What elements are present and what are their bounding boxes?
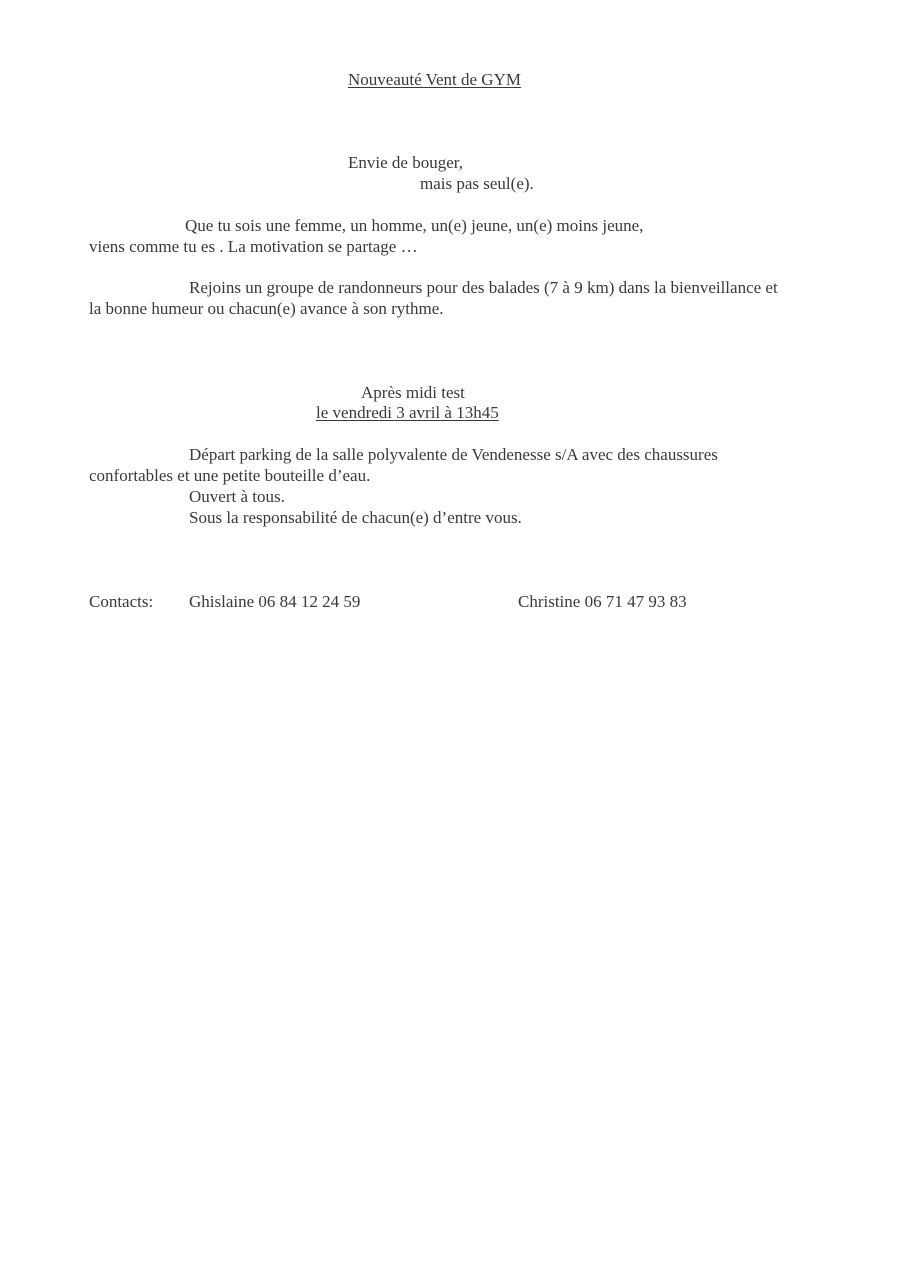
paragraph-2-line-1: Rejoins un groupe de randonneurs pour des balades (7 à 9 km) dans la bienveillance et [189, 278, 778, 297]
event-heading: Après midi test [361, 383, 465, 402]
intro-line-2: mais pas seul(e). [420, 174, 534, 193]
document-title: Nouveauté Vent de GYM [348, 70, 521, 89]
contact-christine: Christine 06 71 47 93 83 [518, 592, 687, 611]
contacts-label: Contacts: [89, 592, 154, 611]
details-line-4: Sous la responsabilité de chacun(e) d’entre vous. [189, 508, 522, 527]
paragraph-2-line-2: la bonne humeur ou chacun(e) avance à son rythme. [89, 299, 444, 318]
intro-line-1: Envie de bouger, [348, 153, 463, 172]
paragraph-1-line-1: Que tu sois une femme, un homme, un(e) jeune, un(e) moins jeune, [185, 216, 644, 235]
event-date: le vendredi 3 avril à 13h45 [316, 403, 499, 422]
details-line-1: Départ parking de la salle polyvalente de Vendenesse s/A avec des chaussures [189, 445, 718, 464]
details-line-3: Ouvert à tous. [189, 487, 285, 506]
paragraph-1-line-2: viens comme tu es . La motivation se partage … [89, 237, 418, 256]
contact-ghislaine: Ghislaine 06 84 12 24 59 [189, 592, 361, 611]
details-line-2: confortables et une petite bouteille d’eau. [89, 466, 371, 485]
